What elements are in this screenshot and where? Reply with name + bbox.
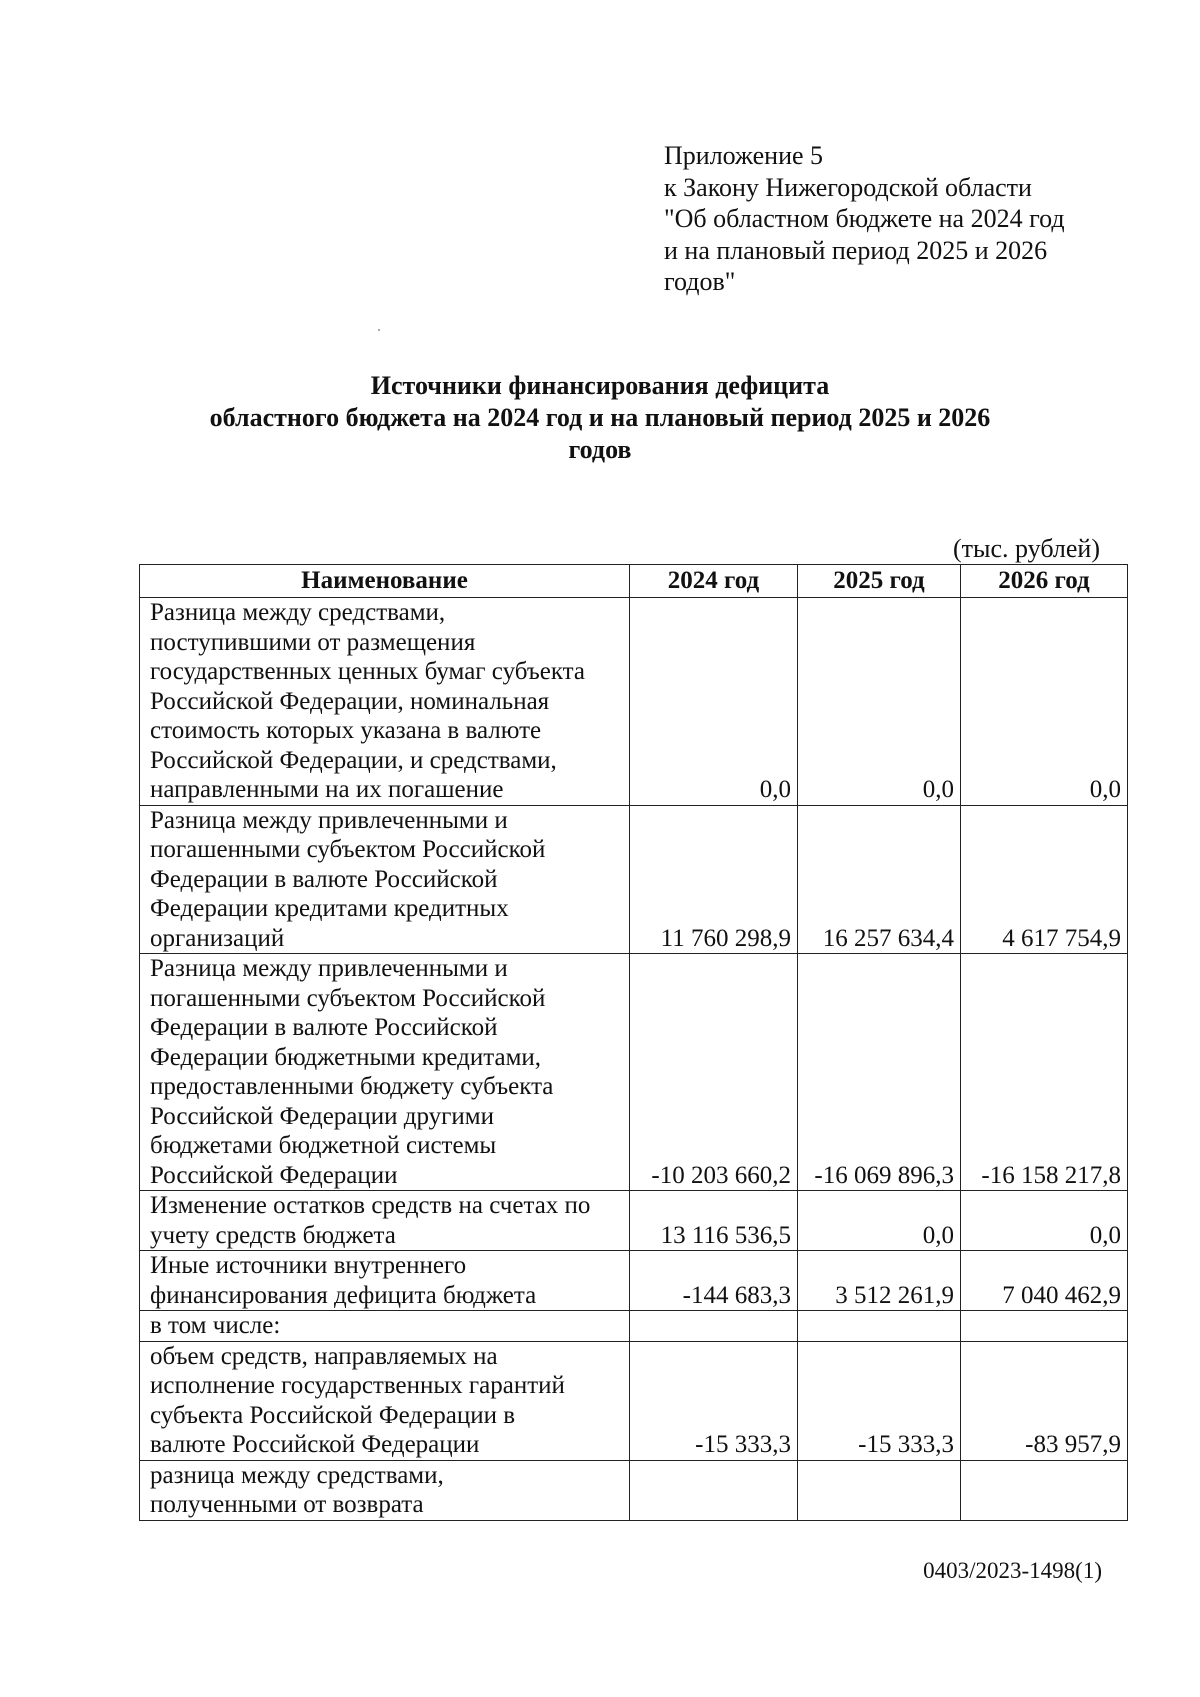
table-row (140, 598, 1128, 806)
title-line: областного бюджета на 2024 год и на плановый период 2025 и 2026 (209, 403, 991, 432)
row-name-line: в том числе: (150, 1312, 281, 1339)
value-2025 (798, 1311, 961, 1342)
value-2026 (961, 1460, 1128, 1520)
value-2024: 0,0 (630, 598, 798, 806)
value-2025: -16 069 896,3 (798, 954, 961, 1191)
row-name-line: Разница между привлеченными и (150, 806, 508, 834)
value-2025: 16 257 634,4 (798, 805, 961, 954)
row-name-line: финансирования дефицита бюджета (150, 1281, 537, 1309)
row-name-line: погашенными субъектом Российской (150, 836, 546, 863)
row-name-line: стоимость которых указана в валюте (150, 717, 542, 744)
document-title (120, 370, 1080, 466)
appendix-line: к Закону Нижегородской области (664, 172, 1032, 202)
value-2026: 0,0 (961, 598, 1128, 806)
financing-sources-table (139, 564, 1128, 1521)
table-row (140, 1341, 1128, 1460)
row-name-cell (140, 1311, 630, 1342)
value-2024: -10 203 660,2 (630, 954, 798, 1191)
table-header-row (140, 565, 1128, 598)
row-name-line: Федерации бюджетными кредитами, (150, 1043, 542, 1071)
value-2024: -15 333,3 (630, 1341, 798, 1460)
row-name-line: Федерации в валюте Российской (150, 865, 498, 893)
appendix-line: Приложение 5 (664, 141, 824, 170)
row-name-line: Иные источники внутреннего (150, 1252, 467, 1279)
table-body (140, 598, 1128, 1521)
appendix-note (664, 140, 1065, 298)
row-name-line: Российской Федерации другими (150, 1102, 494, 1130)
row-name-cell (140, 1460, 630, 1520)
row-name-line: объем средств, направляемых на (150, 1342, 498, 1370)
row-name-line: Российской Федерации, номинальная (150, 687, 550, 715)
row-name-line: Разница между средствами, (150, 599, 446, 626)
value-2025: 3 512 261,9 (798, 1251, 961, 1311)
value-2026: 7 040 462,9 (961, 1251, 1128, 1311)
value-2024 (630, 1460, 798, 1520)
row-name-line: Изменение остатков средств на счетах по (150, 1192, 591, 1219)
value-2026: 4 617 754,9 (961, 805, 1128, 954)
table-row (140, 1311, 1128, 1342)
row-name-cell (140, 1191, 630, 1251)
row-name-line: субъекта Российской Федерации в (150, 1401, 516, 1429)
appendix-line: и на плановый период 2025 и 2026 (664, 235, 1048, 265)
title-line: Источники финансирования дефицита (370, 371, 830, 400)
row-name-line: Федерации кредитами кредитных (150, 895, 509, 922)
table-row (140, 954, 1128, 1191)
table-row (140, 1460, 1128, 1520)
unit-label: (тыс. рублей) (952, 534, 1100, 563)
row-name-line: разница между средствами, (150, 1461, 444, 1489)
document-code: 0403/2023-1498(1) (923, 1558, 1102, 1583)
header-2024: 2024 год (630, 565, 798, 598)
value-2026: -16 158 217,8 (961, 954, 1128, 1191)
row-name-line: Российской Федерации, и средствами, (150, 746, 557, 774)
row-name-cell (140, 954, 630, 1191)
row-name-line: Федерации в валюте Российской (150, 1014, 498, 1041)
row-name-line: полученными от возврата (150, 1491, 424, 1518)
table-row (140, 805, 1128, 954)
row-name-line: организаций (150, 924, 285, 952)
row-name-line: погашенными субъектом Российской (150, 984, 546, 1012)
row-name-line: поступившими от размещения (150, 628, 476, 656)
value-2026: 0,0 (961, 1191, 1128, 1251)
value-2025: 0,0 (798, 1191, 961, 1251)
value-2024: 13 116 536,5 (630, 1191, 798, 1251)
row-name-cell (140, 805, 630, 954)
appendix-line: годов" (664, 267, 736, 296)
header-2025: 2025 год (798, 565, 961, 598)
table-row (140, 1251, 1128, 1311)
header-2026: 2026 год (961, 565, 1128, 598)
row-name-line: бюджетами бюджетной системы (150, 1132, 497, 1159)
table-row (140, 1191, 1128, 1251)
value-2026: -83 957,9 (961, 1341, 1128, 1460)
value-2025: 0,0 (798, 598, 961, 806)
row-name-line: предоставленными бюджету субъекта (150, 1073, 554, 1100)
value-2026 (961, 1311, 1128, 1342)
row-name-cell (140, 1251, 630, 1311)
value-2025 (798, 1460, 961, 1520)
title-line: годов (568, 435, 632, 464)
row-name-line: Российской Федерации (150, 1161, 398, 1189)
row-name-line: исполнение государственных гарантий (150, 1372, 565, 1399)
value-2025: -15 333,3 (798, 1341, 961, 1460)
row-name-cell (140, 1341, 630, 1460)
row-name-line: государственных ценных бумаг субъекта (150, 658, 586, 685)
row-name-line: направленными на их погашение (150, 776, 504, 803)
appendix-line: "Об областном бюджете на 2024 год (664, 204, 1065, 233)
value-2024: -144 683,3 (630, 1251, 798, 1311)
scan-speck (378, 329, 380, 331)
value-2024: 11 760 298,9 (630, 805, 798, 954)
row-name-line: учету средств бюджета (150, 1221, 396, 1249)
value-2024 (630, 1311, 798, 1342)
header-name: Наименование (140, 565, 630, 598)
row-name-cell (140, 598, 630, 806)
row-name-line: Разница между привлеченными и (150, 955, 508, 982)
row-name-line: валюте Российской Федерации (150, 1431, 480, 1458)
